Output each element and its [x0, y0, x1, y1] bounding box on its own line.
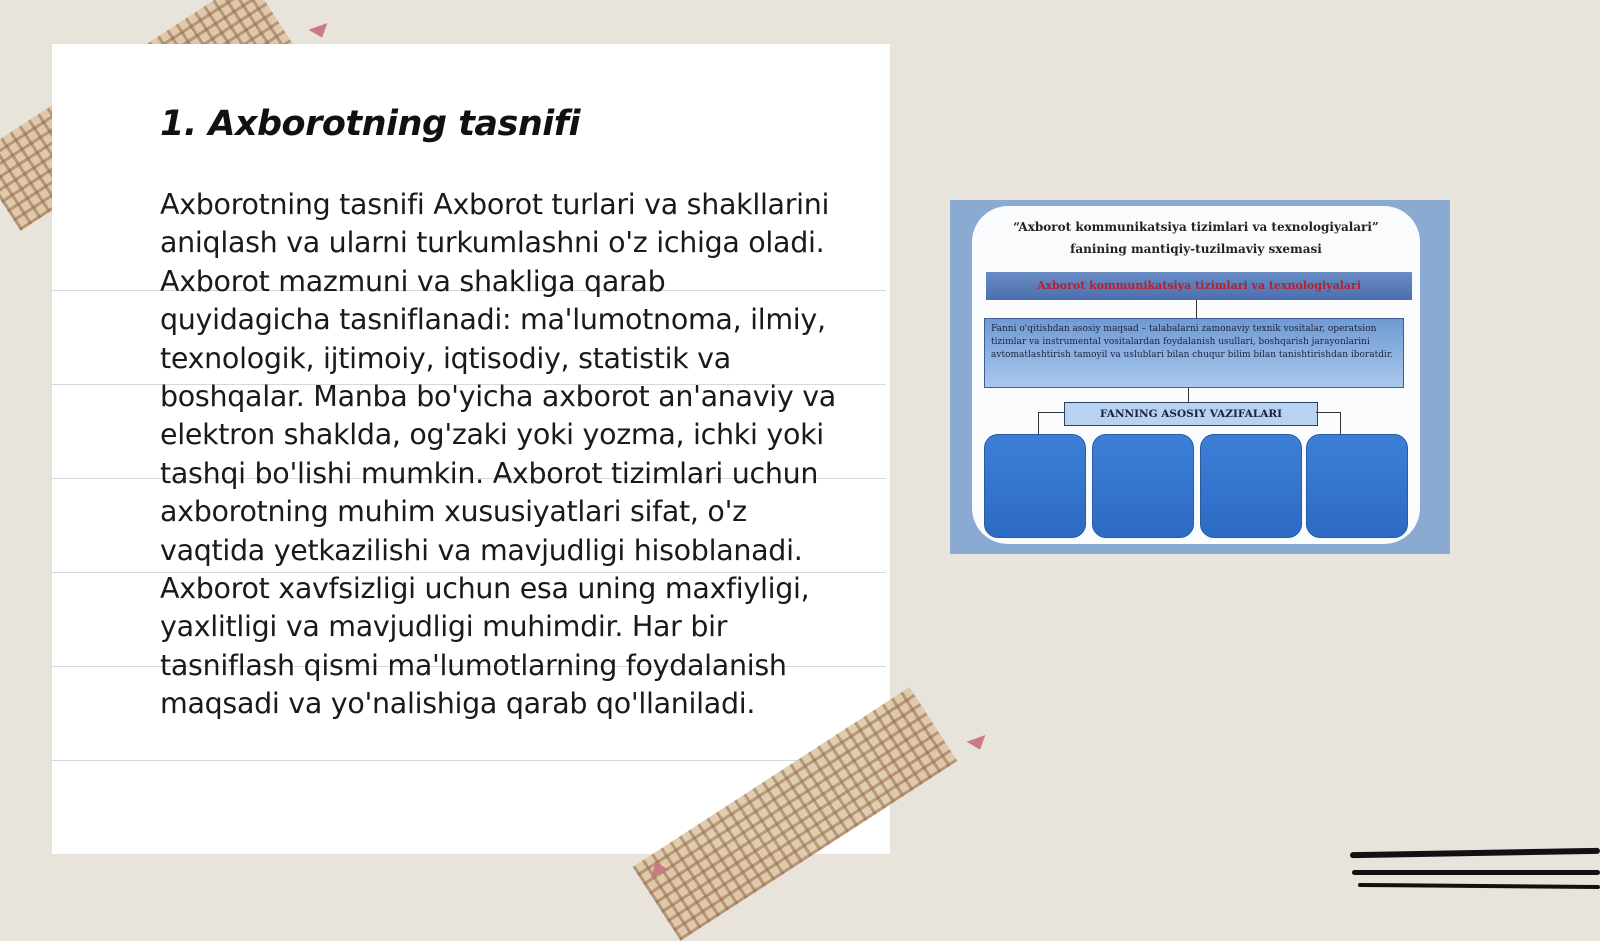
- diagram-connector: [1038, 412, 1064, 413]
- paper-rule-line: [52, 760, 886, 761]
- diagram-banner: Axborot kommunikatsiya tizimlari va texnologiyalari: [986, 272, 1412, 300]
- tape-tip-decor: [309, 23, 332, 41]
- diagram-task-card: [1092, 434, 1194, 538]
- brush-stroke-decor: [1358, 883, 1600, 889]
- diagram-panel: [972, 206, 1420, 544]
- diagram-tasks-heading: FANNING ASOSIY VAZIFALARI: [1064, 402, 1318, 426]
- brush-stroke-decor: [1350, 848, 1600, 858]
- diagram-task-card: [984, 434, 1086, 538]
- diagram-task-card: [1306, 434, 1408, 538]
- tape-tip-decor: [967, 735, 990, 753]
- diagram-task-card: [1200, 434, 1302, 538]
- diagram-image: [950, 200, 1450, 554]
- slide-title: 1. Axborotning tasnifi: [160, 104, 581, 144]
- slide-body-text: Axborotning tasnifi Axborot turlari va shakllarini aniqlash va ularni turkumlashni o'z ichiga oladi. Axborot mazmuni va shakliga qarab quyidagicha tasniflanadi: ma'lumotnoma, ilmiy, texnologik, ijtimoiy, iqtisodiy, statistik va boshqalar. Manba bo'yicha axborot an'anaviy va elektron shaklda, og'zaki yoki yozma, ichki yoki tashqi bo'lishi mumkin. Axborot tizimlari uchun axborotning muhim xususiyatlari sifat, o'z vaqtida yetkazilishi va mavjudligi hisoblanadi. Axborot xavfsizligi uchun esa uning maxfiyligi, yaxlitligi va mavjudligi muhimdir. Har bir tasniflash qismi ma'lumotlarning foydalanish maqsadi va yo'nalishiga qarab qo'llaniladi.: [160, 188, 836, 721]
- diagram-connector: [1196, 300, 1197, 318]
- diagram-description-box: Fanni o'qitishdan asosiy maqsad – talabalarni zamonaviy texnik vositalar, operatsion tizimlar va instrumental vositalardan foydalanish usullari, boshqarish jarayonlarini avtomatlashtirish tamoyil va uslublari bilan chuqur bilim bilan tanishtirishdan iboratdir.: [984, 318, 1404, 388]
- diagram-connector: [1038, 412, 1039, 434]
- diagram-subtitle: fanining mantiqiy-tuzilmaviy sxemasi: [1070, 242, 1322, 256]
- diagram-connector: [1340, 412, 1341, 434]
- brush-stroke-decor: [1352, 870, 1600, 875]
- diagram-title: “Axborot kommunikatsiya tizimlari va texnologiyalari”: [1013, 220, 1379, 234]
- diagram-connector: [1316, 412, 1340, 413]
- diagram-connector: [1188, 388, 1189, 402]
